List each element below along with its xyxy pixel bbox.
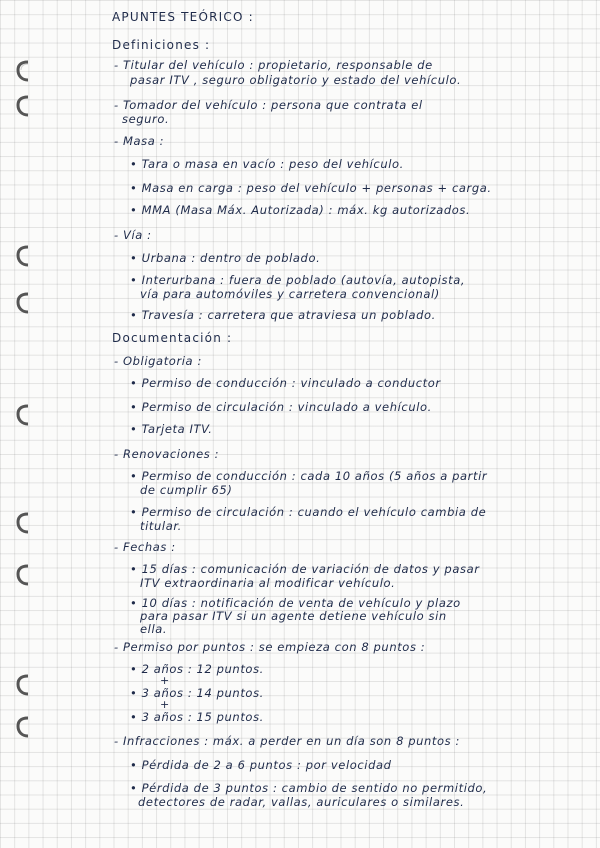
binder-ring-icon <box>14 562 34 588</box>
binder-ring-icon <box>14 510 34 536</box>
binder-ring-icon <box>14 93 34 119</box>
note-line: • 3 años : 15 puntos. <box>130 710 264 724</box>
note-line: • 15 días : comunicación de variación de datos y pasar <box>130 562 480 576</box>
note-line: • Permiso de conducción : cada 10 años (5 años a partir <box>130 469 488 483</box>
note-line: pasar ITV , seguro obligatorio y estado del vehículo. <box>130 73 462 87</box>
note-line: • Permiso de circulación : cuando el vehículo cambia de <box>130 505 487 519</box>
binder-ring-icon <box>14 290 34 316</box>
binder-ring-icon <box>14 402 34 428</box>
note-line: • Pérdida de 3 puntos : cambio de sentido no permitido, <box>130 781 488 795</box>
note-line: - Titular del vehículo : propietario, responsable de <box>114 58 433 72</box>
note-line: ITV extraordinaria al modificar vehículo. <box>140 576 396 590</box>
note-line: • Urbana : dentro de poblado. <box>130 251 321 265</box>
section-heading: Definiciones : <box>112 38 211 52</box>
note-line: • Tara o masa en vacío : peso del vehículo. <box>130 157 404 171</box>
note-line: • 2 años : 12 puntos. <box>130 662 264 676</box>
plus-sign: + <box>160 674 170 687</box>
note-line: • Permiso de circulación : vinculado a vehículo. <box>130 400 432 414</box>
page-title: APUNTES TEÓRICO : <box>112 10 254 24</box>
binder-ring-icon <box>14 243 34 269</box>
note-line: • Masa en carga : peso del vehículo + personas + carga. <box>130 181 492 195</box>
note-line: • Pérdida de 2 a 6 puntos : por velocidad <box>130 758 392 772</box>
note-line: - Infracciones : máx. a perder en un día son 8 puntos : <box>114 734 460 748</box>
note-line: • Travesía : carretera que atraviesa un poblado. <box>130 308 436 322</box>
note-line: - Renovaciones : <box>114 447 220 461</box>
note-line: vía para automóviles y carretera convencional) <box>140 287 440 301</box>
note-line: - Obligatoria : <box>114 354 202 368</box>
plus-sign: + <box>160 698 170 711</box>
note-line: • Permiso de conducción : vinculado a conductor <box>130 376 441 390</box>
note-line: - Tomador del vehículo : persona que contrata el <box>114 98 423 112</box>
note-line: - Masa : <box>114 134 165 148</box>
binder-ring-icon <box>14 58 34 84</box>
note-line: • MMA (Masa Máx. Autorizada) : máx. kg autorizados. <box>130 203 471 217</box>
binder-ring-icon <box>14 672 34 698</box>
note-line: ella. <box>140 622 168 636</box>
note-line: para pasar ITV si un agente detiene vehículo sin <box>140 609 447 623</box>
note-line: detectores de radar, vallas, auriculares o similares. <box>138 795 465 809</box>
note-line: • Tarjeta ITV. <box>130 422 213 436</box>
note-line: • 10 días : notificación de venta de vehículo y plazo <box>130 596 461 610</box>
note-line: • 3 años : 14 puntos. <box>130 686 264 700</box>
note-line: - Vía : <box>114 228 152 242</box>
note-line: • Interurbana : fuera de poblado (autovía, autopista, <box>130 273 466 287</box>
section-heading: Documentación : <box>112 331 233 345</box>
note-line: de cumplir 65) <box>140 483 233 497</box>
note-line: - Permiso por puntos : se empieza con 8 puntos : <box>114 640 426 654</box>
note-line: titular. <box>140 519 182 533</box>
binder-ring-icon <box>14 714 34 740</box>
note-line: seguro. <box>122 112 170 126</box>
note-line: - Fechas : <box>114 540 176 554</box>
